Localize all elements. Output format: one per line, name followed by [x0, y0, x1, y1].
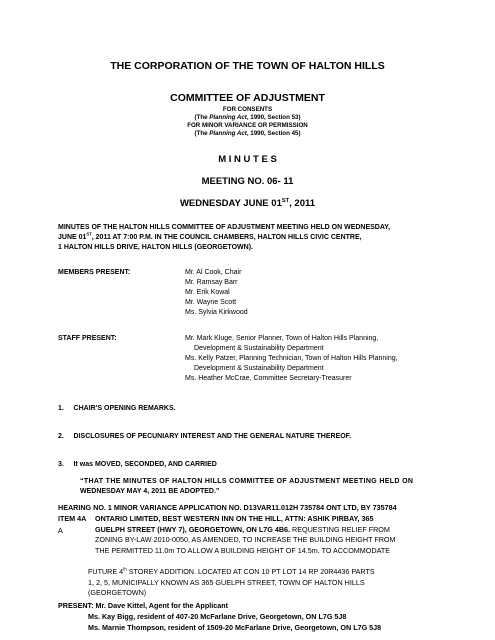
variance-act-line: (The Planning Act, 1990, Section 45) — [194, 130, 301, 137]
intro-paragraph: MINUTES OF THE HALTON HILLS COMMITTEE OF ADJUSTMENT MEETING HELD ON WEDNESDAY, JUNE 01ST, 2011 AT 7:00 P.M. IN THE COUNCIL CHAMBERS, HALTON HILLS CIVIC CENTRE, 1 HALTON HILLS DRIVE, HALTON HILLS (GEORGETOWN). — [58, 224, 391, 251]
members-list — [185, 268, 248, 318]
meeting-number: MEETING NO. 06- 11 — [201, 176, 294, 187]
meeting-date: WEDNESDAY JUNE 01ST, 2011 — [179, 197, 316, 209]
member-name: Ms. Sylvia Kirkwood — [185, 309, 248, 316]
committee-title: COMMITTEE OF ADJUSTMENT — [170, 92, 325, 104]
variance-line: FOR MINOR VARIANCE OR PERMISSION — [187, 122, 308, 129]
present-agent: PRESENT: Mr. Dave Kittel, Agent for the Applicant — [58, 601, 228, 610]
item-1: 1. CHAIR'S OPENING REMARKS. — [58, 405, 176, 412]
present-resident-2: Ms. Marnie Thompson, resident of 1509-20 McFarlane Drive, Georgetown, ON L7G 5J8 — [88, 623, 382, 632]
staff-line: Mr. Mark Kluge, Senior Planner, Town of Halton Hills Planning, — [185, 335, 379, 342]
hearing-a-label: A — [58, 526, 63, 535]
minutes-heading: M I N U T E S — [218, 154, 277, 165]
consents-act-line: (The Planning Act, 1990, Section 53) — [194, 114, 301, 121]
consents-line: FOR CONSENTS — [222, 106, 273, 113]
hearing-title: HEARING NO. 1 MINOR VARIANCE APPLICATION NO. D13VAR11.012H 735784 ONT LTD, BY 735784 — [58, 503, 397, 512]
staff-line: Ms. Kelly Patzer, Planning Technician, Town of Halton Hills Planning, — [185, 355, 398, 362]
staff-line: Development & Sustainability Department — [194, 365, 324, 372]
resolution-text: “THAT THE MINUTES OF HALTON HILLS COMMITTEE OF ADJUSTMENT MEETING HELD ON WEDNESDAY MAY 4, 2011 BE ADOPTED.” — [80, 478, 414, 495]
org-title: THE CORPORATION OF THE TOWN OF HALTON HILLS — [110, 60, 385, 72]
staff-line: Ms. Heather McCrae, Committee Secretary-Treasurer — [185, 375, 352, 382]
member-name: Mr. Al Cook, Chair — [185, 269, 242, 276]
member-name: Mr. Wayne Scott — [185, 299, 237, 306]
item-2: 2. DISCLOSURES OF PECUNIARY INTEREST AND THE GENERAL NATURE THEREOF. — [58, 433, 352, 440]
hearing-body: ONTARIO LIMITED, BEST WESTERN INN ON THE HILL, ATTN: ASHIK PIRBAY, 365 GUELPH STREET (HWY 7), GEORGETOWN, ON L7G 4B6. REQUESTING RELIEF FROM ZONING BY-LAW 2010-0050, AS AMENDED, TO INCREASE THE BUILDING HEIGHT FROM THE PERMITTED 11.0m TO ALLOW A BUILDING HEIGHT OF 14.5m. TO ACCOMMODATE — [95, 514, 396, 555]
member-name: Mr. Erik Kowal — [185, 289, 230, 296]
staff-list — [185, 334, 398, 384]
member-name: Mr. Ramsay Barr — [185, 279, 238, 286]
present-resident-1: Ms. Kay Bigg, resident of 407-20 McFarlane Drive, Georgetown, ON L7G 5J8 — [88, 612, 347, 621]
hearing-item-label: ITEM 4A — [58, 514, 87, 523]
members-present-label: MEMBERS PRESENT: — [58, 269, 131, 276]
item-3: 3. It was MOVED, SECONDED, AND CARRIED — [58, 461, 217, 468]
staff-line: Development & Sustainability Department — [194, 345, 324, 352]
staff-present-label: STAFF PRESENT: — [58, 335, 117, 342]
hearing-body-continued: FUTURE 4th STOREY ADDITION. LOCATED AT CON 10 PT LOT 14 RP 20R4436 PARTS 1, 2, 5, MUNICIPALLY KNOWN AS 365 GUELPH STREET, TOWN OF HALTON HILLS (GEORGETOWN) — [88, 566, 375, 597]
